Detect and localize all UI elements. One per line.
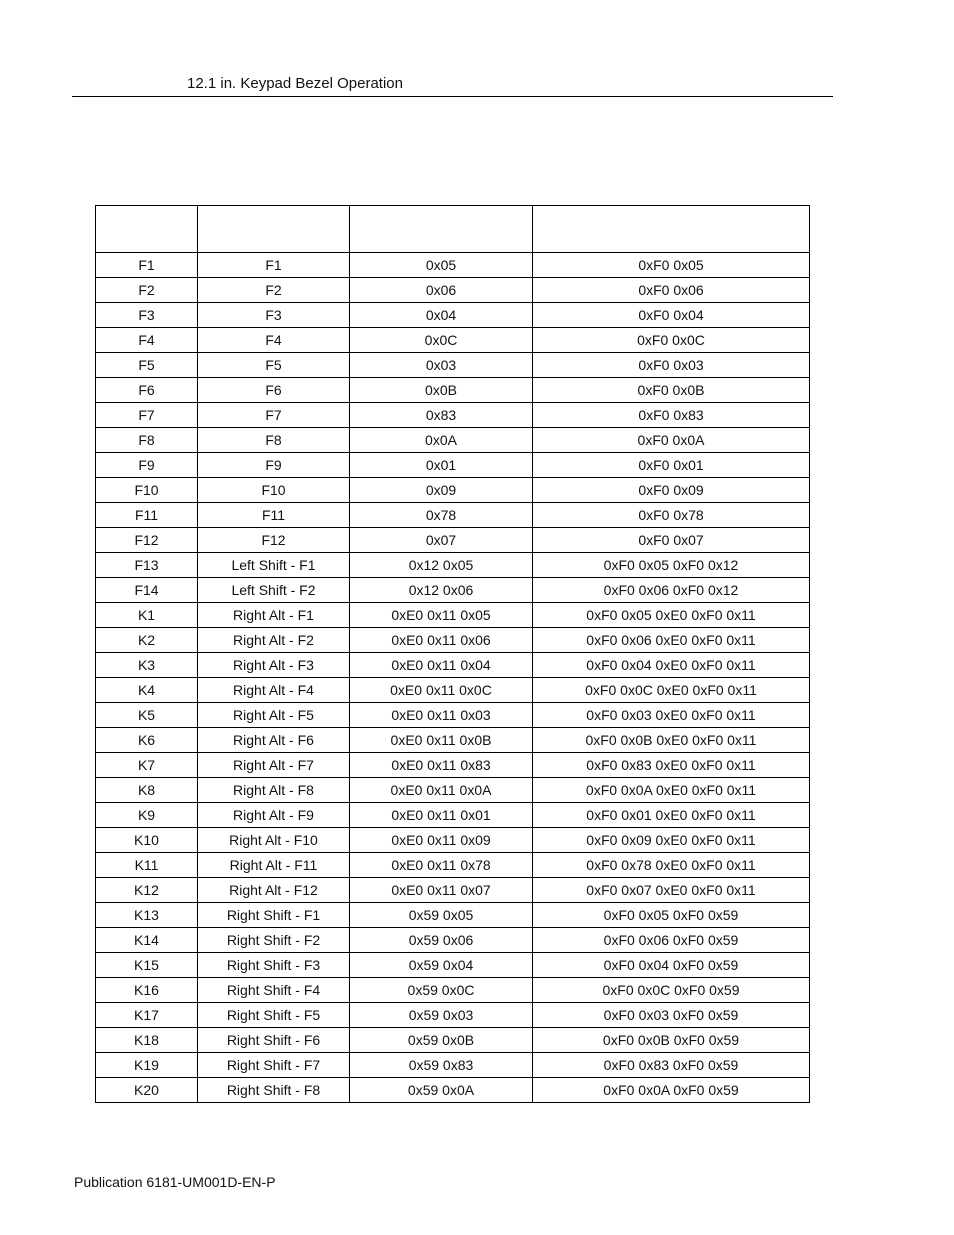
table-row — [96, 978, 810, 1003]
table-row — [96, 878, 810, 903]
break-code-cell: 0xF0 0x0B — [533, 378, 810, 403]
table-row — [96, 1028, 810, 1053]
break-code-cell: 0xF0 0x04 0xF0 0x59 — [533, 953, 810, 978]
make-code-cell: 0x59 0x06 — [350, 928, 533, 953]
make-code-cell: 0x03 — [350, 353, 533, 378]
make-code-cell: 0x12 0x05 — [350, 553, 533, 578]
key-name-cell: K17 — [96, 1003, 198, 1028]
make-code-cell: 0x59 0x83 — [350, 1053, 533, 1078]
make-code-cell: 0x0C — [350, 328, 533, 353]
key-name-cell: F5 — [96, 353, 198, 378]
break-code-cell: 0xF0 0x05 0xF0 0x59 — [533, 903, 810, 928]
key-combination-cell: Right Alt - F1 — [198, 603, 350, 628]
key-name-cell: K14 — [96, 928, 198, 953]
key-combination-cell: Right Shift - F3 — [198, 953, 350, 978]
make-code-cell: 0xE0 0x11 0x01 — [350, 803, 533, 828]
key-combination-cell: F2 — [198, 278, 350, 303]
break-code-cell: 0xF0 0x0B 0xF0 0x59 — [533, 1028, 810, 1053]
table-row — [96, 428, 810, 453]
table-row — [96, 353, 810, 378]
break-code-cell: 0xF0 0x83 0xF0 0x59 — [533, 1053, 810, 1078]
key-combination-cell: F9 — [198, 453, 350, 478]
break-code-cell: 0xF0 0x0A — [533, 428, 810, 453]
key-name-cell: K16 — [96, 978, 198, 1003]
key-combination-cell: F12 — [198, 528, 350, 553]
key-name-cell: K9 — [96, 803, 198, 828]
key-combination-cell: Right Shift - F4 — [198, 978, 350, 1003]
make-code-cell: 0x09 — [350, 478, 533, 503]
key-code-table — [95, 205, 810, 1103]
table-row — [96, 1053, 810, 1078]
break-code-cell: 0xF0 0x0A 0xF0 0x59 — [533, 1078, 810, 1103]
break-code-cell: 0xF0 0x0B 0xE0 0xF0 0x11 — [533, 728, 810, 753]
make-code-cell: 0x12 0x06 — [350, 578, 533, 603]
key-combination-cell: Right Alt - F2 — [198, 628, 350, 653]
table-row — [96, 253, 810, 278]
key-name-cell: K20 — [96, 1078, 198, 1103]
table-row — [96, 503, 810, 528]
column-header — [350, 206, 533, 253]
table-row — [96, 728, 810, 753]
key-name-cell: K15 — [96, 953, 198, 978]
table-row — [96, 653, 810, 678]
make-code-cell: 0xE0 0x11 0x0B — [350, 728, 533, 753]
table-row — [96, 928, 810, 953]
make-code-cell: 0xE0 0x11 0x06 — [350, 628, 533, 653]
column-header — [198, 206, 350, 253]
key-combination-cell: Right Alt - F3 — [198, 653, 350, 678]
key-name-cell: F9 — [96, 453, 198, 478]
key-combination-cell: Right Alt - F7 — [198, 753, 350, 778]
table-row — [96, 378, 810, 403]
table-row — [96, 703, 810, 728]
table-row — [96, 903, 810, 928]
column-header — [533, 206, 810, 253]
key-name-cell: K1 — [96, 603, 198, 628]
make-code-cell: 0xE0 0x11 0x05 — [350, 603, 533, 628]
break-code-cell: 0xF0 0x07 0xE0 0xF0 0x11 — [533, 878, 810, 903]
key-name-cell: F1 — [96, 253, 198, 278]
table-body — [96, 253, 810, 1103]
break-code-cell: 0xF0 0x83 — [533, 403, 810, 428]
table-row — [96, 528, 810, 553]
key-name-cell: K12 — [96, 878, 198, 903]
key-combination-cell: Right Alt - F11 — [198, 853, 350, 878]
table-row — [96, 778, 810, 803]
table-row — [96, 403, 810, 428]
key-name-cell: F4 — [96, 328, 198, 353]
key-name-cell: K7 — [96, 753, 198, 778]
key-combination-cell: Right Alt - F9 — [198, 803, 350, 828]
break-code-cell: 0xF0 0x03 0xE0 0xF0 0x11 — [533, 703, 810, 728]
make-code-cell: 0x59 0x0B — [350, 1028, 533, 1053]
make-code-cell: 0xE0 0x11 0x78 — [350, 853, 533, 878]
key-combination-cell: Right Shift - F2 — [198, 928, 350, 953]
make-code-cell: 0x06 — [350, 278, 533, 303]
make-code-cell: 0xE0 0x11 0x03 — [350, 703, 533, 728]
key-combination-cell: Right Alt - F5 — [198, 703, 350, 728]
table-row — [96, 453, 810, 478]
break-code-cell: 0xF0 0x06 0xE0 0xF0 0x11 — [533, 628, 810, 653]
break-code-cell: 0xF0 0x09 0xE0 0xF0 0x11 — [533, 828, 810, 853]
key-combination-cell: Left Shift - F2 — [198, 578, 350, 603]
make-code-cell: 0x04 — [350, 303, 533, 328]
key-name-cell: F6 — [96, 378, 198, 403]
table-row — [96, 1078, 810, 1103]
make-code-cell: 0xE0 0x11 0x09 — [350, 828, 533, 853]
publication-footer: Publication 6181-UM001D-EN-P — [74, 1174, 276, 1190]
key-name-cell: K8 — [96, 778, 198, 803]
break-code-cell: 0xF0 0x78 — [533, 503, 810, 528]
table-row — [96, 853, 810, 878]
table-row — [96, 553, 810, 578]
key-combination-cell: Right Alt - F4 — [198, 678, 350, 703]
table-row — [96, 953, 810, 978]
make-code-cell: 0x0A — [350, 428, 533, 453]
key-name-cell: F2 — [96, 278, 198, 303]
table-row — [96, 578, 810, 603]
break-code-cell: 0xF0 0x05 — [533, 253, 810, 278]
table-row — [96, 628, 810, 653]
make-code-cell: 0x59 0x0A — [350, 1078, 533, 1103]
make-code-cell: 0x01 — [350, 453, 533, 478]
table-row — [96, 303, 810, 328]
break-code-cell: 0xF0 0x04 0xE0 0xF0 0x11 — [533, 653, 810, 678]
key-name-cell: K6 — [96, 728, 198, 753]
break-code-cell: 0xF0 0x05 0xE0 0xF0 0x11 — [533, 603, 810, 628]
key-name-cell: F7 — [96, 403, 198, 428]
key-combination-cell: Right Shift - F7 — [198, 1053, 350, 1078]
break-code-cell: 0xF0 0x06 0xF0 0x59 — [533, 928, 810, 953]
key-combination-cell: F1 — [198, 253, 350, 278]
table-row — [96, 678, 810, 703]
break-code-cell: 0xF0 0x04 — [533, 303, 810, 328]
key-combination-cell: F10 — [198, 478, 350, 503]
make-code-cell: 0x0B — [350, 378, 533, 403]
key-combination-cell: Right Shift - F8 — [198, 1078, 350, 1103]
key-name-cell: K4 — [96, 678, 198, 703]
break-code-cell: 0xF0 0x03 — [533, 353, 810, 378]
make-code-cell: 0xE0 0x11 0x04 — [350, 653, 533, 678]
make-code-cell: 0x59 0x0C — [350, 978, 533, 1003]
table-row — [96, 1003, 810, 1028]
column-header — [96, 206, 198, 253]
break-code-cell: 0xF0 0x07 — [533, 528, 810, 553]
key-combination-cell: F4 — [198, 328, 350, 353]
key-combination-cell: Right Alt - F10 — [198, 828, 350, 853]
make-code-cell: 0xE0 0x11 0x0C — [350, 678, 533, 703]
running-header: 12.1 in. Keypad Bezel Operation — [187, 75, 403, 92]
key-name-cell: F14 — [96, 578, 198, 603]
key-name-cell: K18 — [96, 1028, 198, 1053]
key-name-cell: F3 — [96, 303, 198, 328]
break-code-cell: 0xF0 0x78 0xE0 0xF0 0x11 — [533, 853, 810, 878]
table-header-row — [96, 206, 810, 253]
key-combination-cell: Right Shift - F6 — [198, 1028, 350, 1053]
key-name-cell: K5 — [96, 703, 198, 728]
break-code-cell: 0xF0 0x03 0xF0 0x59 — [533, 1003, 810, 1028]
key-name-cell: K10 — [96, 828, 198, 853]
key-name-cell: F11 — [96, 503, 198, 528]
key-name-cell: F12 — [96, 528, 198, 553]
key-name-cell: K19 — [96, 1053, 198, 1078]
key-combination-cell: F6 — [198, 378, 350, 403]
table-row — [96, 478, 810, 503]
break-code-cell: 0xF0 0x06 0xF0 0x12 — [533, 578, 810, 603]
table-row — [96, 328, 810, 353]
key-combination-cell: Right Alt - F12 — [198, 878, 350, 903]
header-rule — [72, 96, 833, 97]
break-code-cell: 0xF0 0x83 0xE0 0xF0 0x11 — [533, 753, 810, 778]
table-row — [96, 803, 810, 828]
table-row — [96, 753, 810, 778]
table-row — [96, 828, 810, 853]
key-combination-cell: Left Shift - F1 — [198, 553, 350, 578]
key-name-cell: F13 — [96, 553, 198, 578]
key-combination-cell: Right Shift - F1 — [198, 903, 350, 928]
key-combination-cell: F8 — [198, 428, 350, 453]
key-name-cell: K13 — [96, 903, 198, 928]
key-combination-cell: F3 — [198, 303, 350, 328]
key-name-cell: F8 — [96, 428, 198, 453]
key-name-cell: K2 — [96, 628, 198, 653]
break-code-cell: 0xF0 0x05 0xF0 0x12 — [533, 553, 810, 578]
make-code-cell: 0xE0 0x11 0x0A — [350, 778, 533, 803]
make-code-cell: 0xE0 0x11 0x83 — [350, 753, 533, 778]
table-row — [96, 278, 810, 303]
make-code-cell: 0x59 0x04 — [350, 953, 533, 978]
make-code-cell: 0x05 — [350, 253, 533, 278]
make-code-cell: 0x59 0x05 — [350, 903, 533, 928]
make-code-cell: 0x59 0x03 — [350, 1003, 533, 1028]
break-code-cell: 0xF0 0x0C 0xE0 0xF0 0x11 — [533, 678, 810, 703]
break-code-cell: 0xF0 0x0C — [533, 328, 810, 353]
break-code-cell: 0xF0 0x01 — [533, 453, 810, 478]
make-code-cell: 0x83 — [350, 403, 533, 428]
make-code-cell: 0x07 — [350, 528, 533, 553]
key-combination-cell: Right Alt - F8 — [198, 778, 350, 803]
table-row — [96, 603, 810, 628]
key-name-cell: K3 — [96, 653, 198, 678]
key-combination-cell: Right Alt - F6 — [198, 728, 350, 753]
break-code-cell: 0xF0 0x09 — [533, 478, 810, 503]
make-code-cell: 0xE0 0x11 0x07 — [350, 878, 533, 903]
key-name-cell: K11 — [96, 853, 198, 878]
break-code-cell: 0xF0 0x0C 0xF0 0x59 — [533, 978, 810, 1003]
key-combination-cell: F11 — [198, 503, 350, 528]
break-code-cell: 0xF0 0x0A 0xE0 0xF0 0x11 — [533, 778, 810, 803]
break-code-cell: 0xF0 0x01 0xE0 0xF0 0x11 — [533, 803, 810, 828]
break-code-cell: 0xF0 0x06 — [533, 278, 810, 303]
key-combination-cell: F5 — [198, 353, 350, 378]
make-code-cell: 0x78 — [350, 503, 533, 528]
key-combination-cell: F7 — [198, 403, 350, 428]
key-name-cell: F10 — [96, 478, 198, 503]
key-combination-cell: Right Shift - F5 — [198, 1003, 350, 1028]
